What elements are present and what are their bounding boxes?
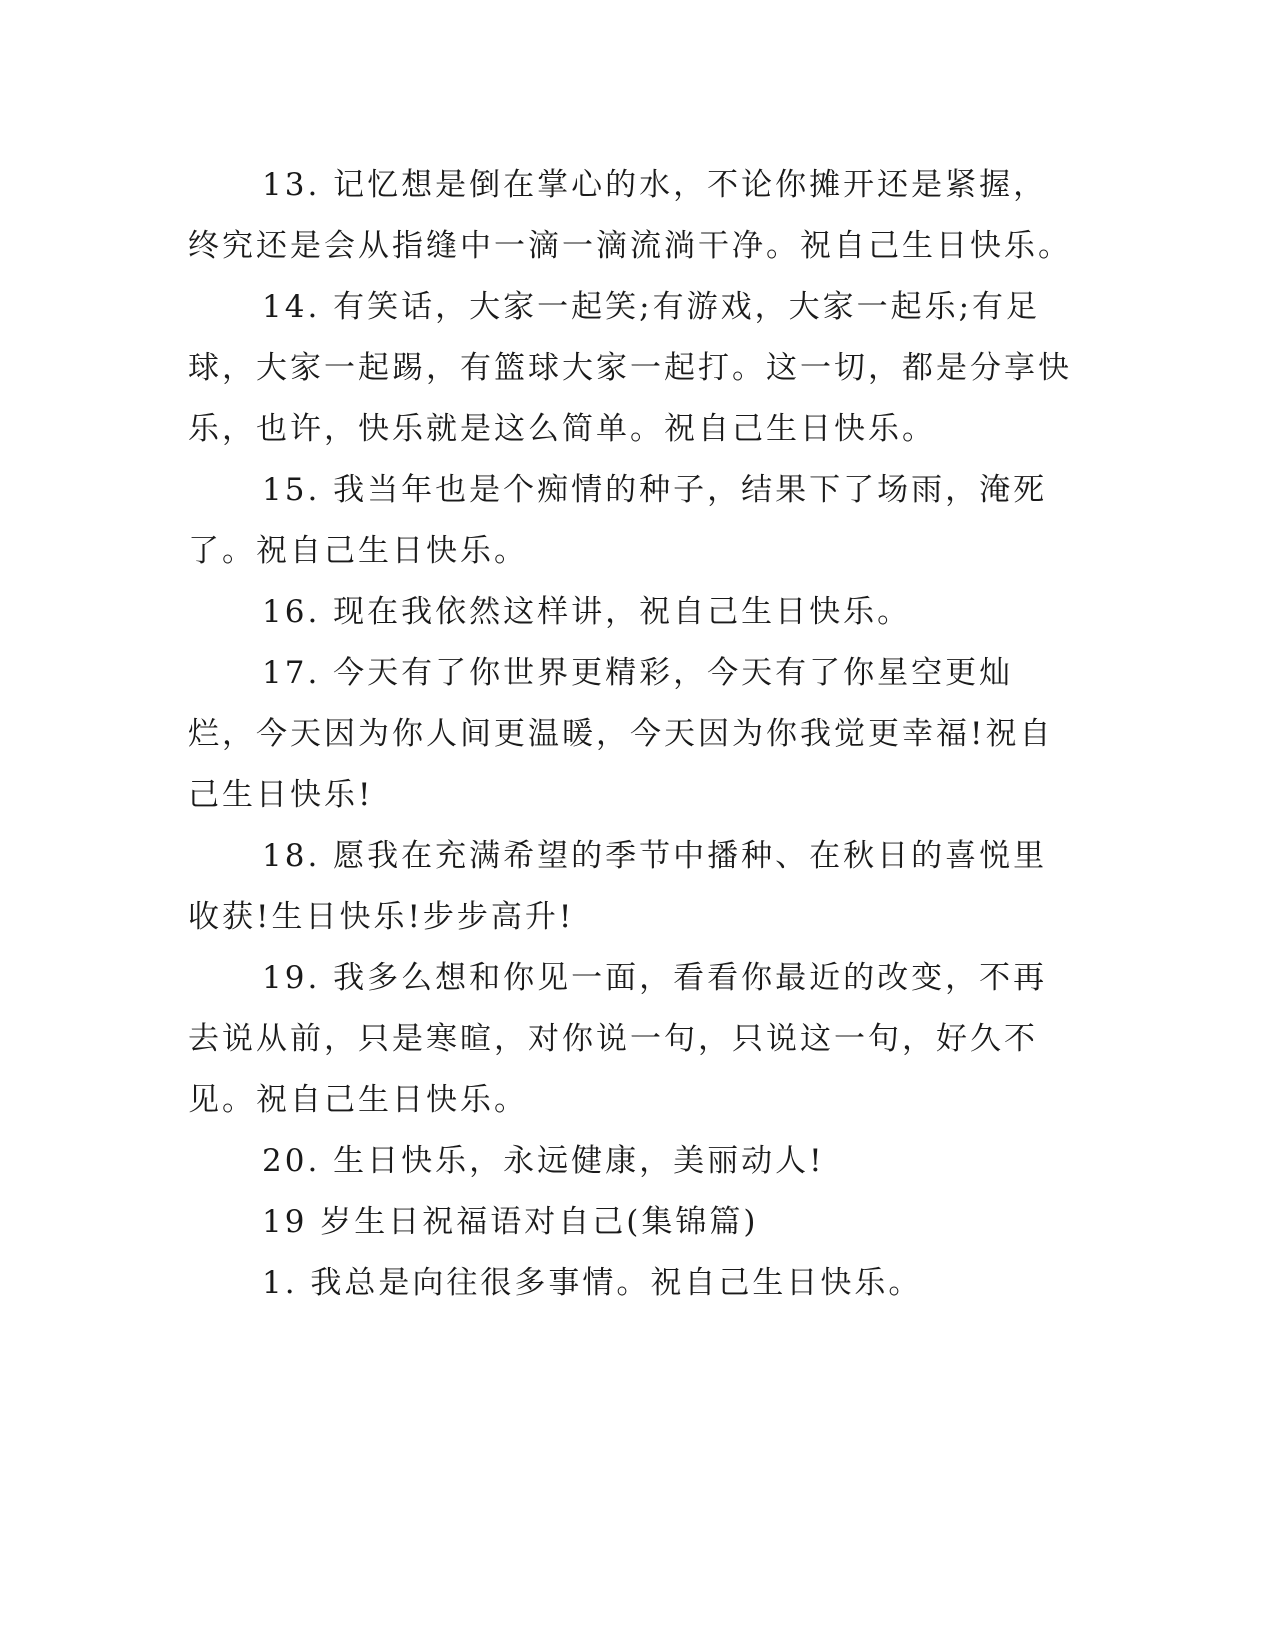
- paragraph-1: 1. 我总是向往很多事情。祝自己生日快乐。: [262, 1265, 923, 1301]
- paragraph-20: 20. 生日快乐，永远健康，美丽动人!: [262, 1143, 825, 1179]
- paragraph-15: 15. 我当年也是个痴情的种子，结果下了场雨，淹死了。祝自己生日快乐。: [188, 472, 1048, 569]
- paragraph-14: 14. 有笑话，大家一起笑;有游戏，大家一起乐;有足球，大家一起踢，有篮球大家一起打。这一切，都是分享快乐，也许，快乐就是这么简单。祝自己生日快乐。: [188, 289, 1072, 447]
- document-body: [188, 155, 1081, 1314]
- section-heading: 19 岁生日祝福语对自己(集锦篇): [262, 1204, 759, 1240]
- paragraph-19: 19. 我多么想和你见一面，看看你最近的改变，不再去说从前，只是寒暄，对你说一句，只说这一句，好久不见。祝自己生日快乐。: [188, 960, 1048, 1118]
- paragraph-17: 17. 今天有了你世界更精彩，今天有了你星空更灿烂，今天因为你人间更温暖，今天因为你我觉更幸福!祝自己生日快乐!: [188, 655, 1054, 813]
- paragraph-16: 16. 现在我依然这样讲，祝自己生日快乐。: [262, 594, 912, 630]
- paragraph-13: 13. 记忆想是倒在掌心的水，不论你摊开还是紧握，终究还是会从指缝中一滴一滴流淌干净。祝自己生日快乐。: [188, 167, 1072, 264]
- paragraph-18: 18. 愿我在充满希望的季节中播种、在秋日的喜悦里收获!生日快乐!步步高升!: [188, 838, 1048, 935]
